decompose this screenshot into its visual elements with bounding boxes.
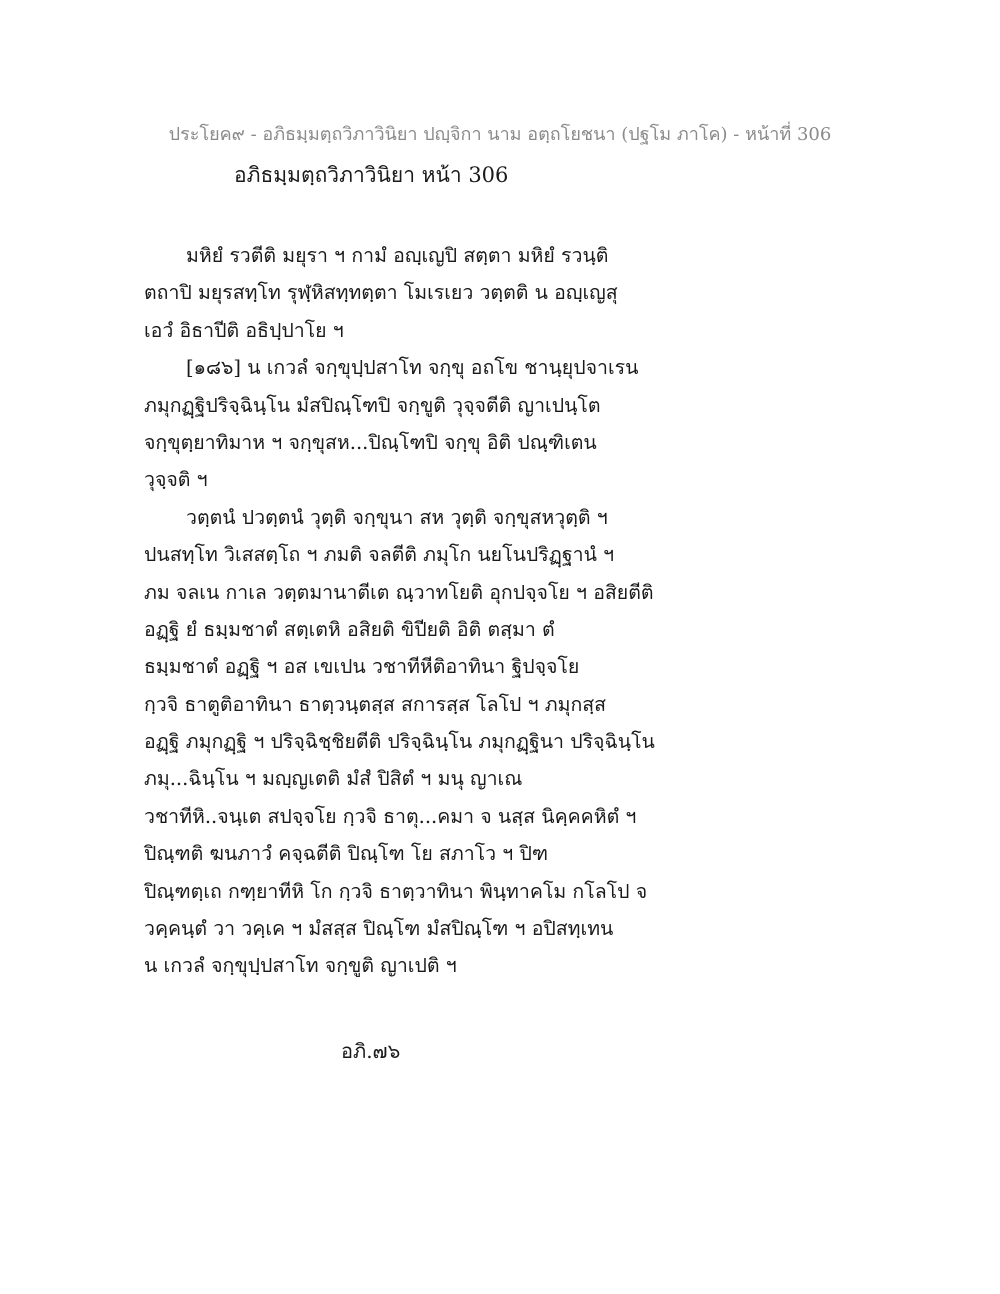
text-line: [๑๘๖] น เกวลํ จกฺขุปฺปสาโท จกฺขุ อถโข ชานฺยุปจาเรน <box>186 356 639 380</box>
text-line: จกฺขุตฺยาทิมาห ฯ จกฺขุสห...ปิณฺโฑปิ จกฺขุ อิติ ปณฺฑิเตน <box>144 430 597 454</box>
text-line: วุจฺจติ ฯ <box>144 468 208 492</box>
running-header: ประโยค๙ - อภิธมฺมตฺถวิภาวินิยา ปญฺจิกา นาม อตฺถโยชนา (ปฐโม ภาโค) - หน้าที่ 306 <box>168 124 832 145</box>
text-line: ปนสทฺโท วิเสสตฺโถ ฯ ภมติ จลตีติ ภมุโก นยโนปริฏฺฐานํ ฯ <box>144 543 615 567</box>
text-line: ภมุ...ฉินฺโน ฯ มญฺญเตติ มํสํ ปิสิตํ ฯ มนุ ญาเณ <box>144 767 523 791</box>
text-line: มหิยํ รวตีติ มยุรา ฯ กามํ อญฺเญปิ สตฺตา มหิยํ รวนฺติ <box>186 244 609 267</box>
text-line: ปิณฺฑติ ฆนภาวํ คจฺฉตีติ ปิณฺโฑ โย สภาโว ฯ ปิฑ <box>144 842 549 866</box>
page-title: อภิธมฺมตฺถวิภาวินิยา หน้า 306 <box>234 163 509 187</box>
text-line: อฏฺฐิ ภมุกฏฺฐิ ฯ ปริจฺฉิชฺชิยตีติ ปริจฺฉินฺโน ภมุกฏฺฐินา ปริจฺฉินฺโน <box>144 730 655 754</box>
text-line: อฏฺฐิ ยํ ธมฺมชาตํ สตฺเตหิ อสิยติ ขิปียติ อิติ ตสฺมา ตํ <box>144 617 555 641</box>
text-line: วคฺคนฺตํ วา วคฺเค ฯ มํสสฺส ปิณฺโฑ มํสปิณฺโฑ ฯ อปิสทฺเทน <box>144 917 614 941</box>
text-line: น เกวลํ จกฺขุปฺปสาโท จกฺขูติ ญาเปติ ฯ <box>144 954 457 978</box>
text-line: ปิณฺฑตฺเถ กฑฺยาทีหิ โก กฺวจิ ธาตฺวาทินา พินฺทาคโม กโลโป จ <box>144 879 648 903</box>
page-footer: อภิ.๗๖ <box>341 1039 401 1063</box>
text-line: ภม จลเน กาเล วตฺตมานาตีเต ณฺวาทโยติ อุกปจฺจโย ฯ อสิยตีติ <box>144 580 654 604</box>
body-text <box>144 237 704 985</box>
text-line: เอวํ อิธาปีติ อธิปฺปาโย ฯ <box>144 318 344 342</box>
text-line: กฺวจิ ธาตูติอาทินา ธาตฺวนฺตสฺส สการสฺส โลโป ฯ ภมุกสฺส <box>144 692 607 716</box>
text-line: วตฺตนํ ปวตฺตนํ วุตฺติ จกฺขุนา สห วุตฺติ จกฺขุสหวุตฺติ ฯ <box>186 505 608 529</box>
text-line: ตถาปิ มยุรสทฺโท รุฬฺหิสทฺทตฺตา โมเรเยว วตฺตติ น อญฺเญสุ <box>144 281 618 305</box>
text-line: วชาทีหิ..จนฺเต สปจฺจโย กฺวจิ ธาตุ...คมา จ นสฺส นิคฺคคหิตํ ฯ <box>144 804 637 828</box>
text-line: ภมุกฏฺฐิปริจฺฉินฺโน มํสปิณฺโฑปิ จกฺขูติ วุจฺจตีติ ญาเปนฺโต <box>144 393 601 417</box>
text-line: ธมฺมชาตํ อฏฺฐิ ฯ อส เขเปน วชาทีหีติอาทินา ฐิปจฺจโย <box>144 655 580 679</box>
